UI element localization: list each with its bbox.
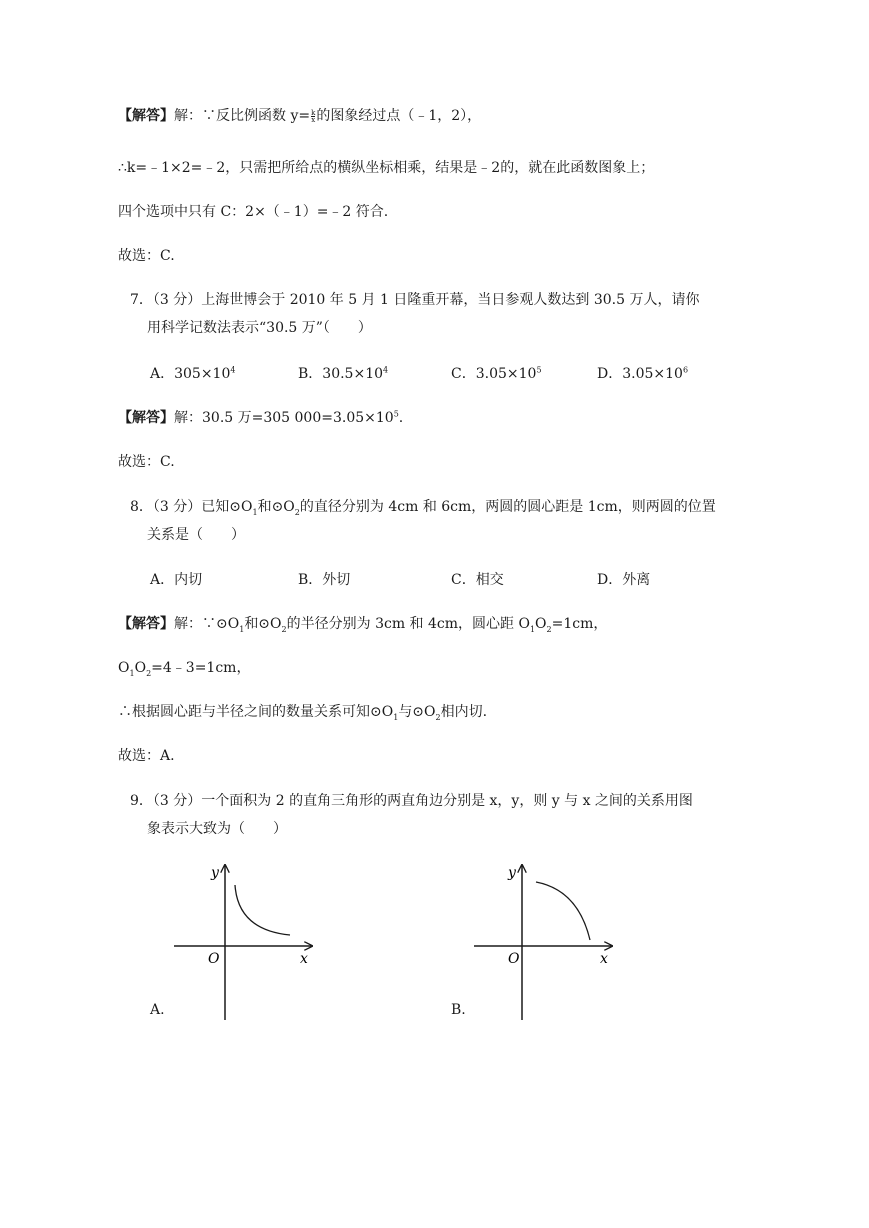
q6-answer-line-2: ∴k=﹣1×2=﹣2，只需把所给点的横纵坐标相乘，结果是﹣2的，就在此函数图象上； [118,160,655,176]
q8-option-a: A．内切 [150,572,203,588]
graph-a [168,855,328,1025]
concave-curve [536,882,590,940]
origin-label: O [508,951,520,967]
origin-label: O [208,951,220,967]
x-axis-label: x [300,951,308,967]
q9-stem-line-2: 象表示大致为（ ） [147,821,287,837]
hyperbola-curve [235,885,290,935]
graph-a-label: A. [150,1002,165,1018]
q7-option-a: A．$305\times 10^4$ [150,365,236,382]
q6-answer-line-1: 【解答】解：∵反比例函数 y= $\frac{k}{x}$ 的图象经过点（﹣1，2）， [118,108,482,124]
q7-option-d: D．$3.05\times 10^6$ [597,365,689,382]
q8-stem-line-1: 8．（3 分）已知$⊙O_1$和$⊙O_2$的直径分别为 4cm 和 6cm，两圆的圆心距是 1cm，则两圆的位置 [130,499,716,517]
q8-answer-line-1: 【解答】解：$\because⊙O_1$和$⊙O_2$的半径分别为 3cm 和 4cm，圆心距 $O_1O_2=1cm$， [118,616,608,634]
q7-stem-line-2: 用科学记数法表示“30.5 万”（ ） [147,320,372,336]
answer-tag: 【解答】 [118,410,174,426]
q8-choice: 故选：A. [118,748,175,764]
graph-b-label: B. [451,1002,466,1018]
q7-choice: 故选：C. [118,454,175,470]
q7-option-c: C．$3.05\times 10^5$ [451,365,542,382]
x-axis-label: x [600,951,608,967]
q7-option-b: B．$30.5\times 10^4$ [298,365,389,382]
answer-tag: 【解答】 [118,108,174,124]
q8-option-c: C．相交 [451,572,504,588]
q6-choice: 故选：C. [118,248,175,264]
q8-answer-line-3: ∴根据圆心距与半径之间的数量关系可知$⊙O_1$与$⊙O_2$相内切. [118,704,488,722]
q6-answer-line-3: 四个选项中只有 C：2×（﹣1）=﹣2 符合. [118,204,389,220]
q8-option-d: D．外离 [597,572,651,588]
q8-option-b: B．外切 [298,572,351,588]
graph-b [468,855,628,1025]
q7-answer: 【解答】解：30.5 万=305 $000=3.05\times 10^5$. [118,409,404,426]
q9-stem-line-1: 9．（3 分）一个面积为 2 的直角三角形的两直角边分别是 x，y，则 y 与 x 之间的关系用图 [130,793,693,809]
answer-tag: 【解答】 [118,616,174,632]
q8-answer-line-2: $O_1O_2=4﹣3=1cm$， [118,660,251,678]
y-axis-label: y [508,865,516,881]
q7-stem-line-1: 7．（3 分）上海世博会于 2010 年 5 月 1 日隆重开幕，当日参观人数达到 30.5 万人，请你 [130,292,700,308]
y-axis-label: y [211,865,219,881]
fraction-k-over-x: $\frac{k}{x}$ [311,108,316,124]
q8-stem-line-2: 关系是（ ） [147,527,245,543]
